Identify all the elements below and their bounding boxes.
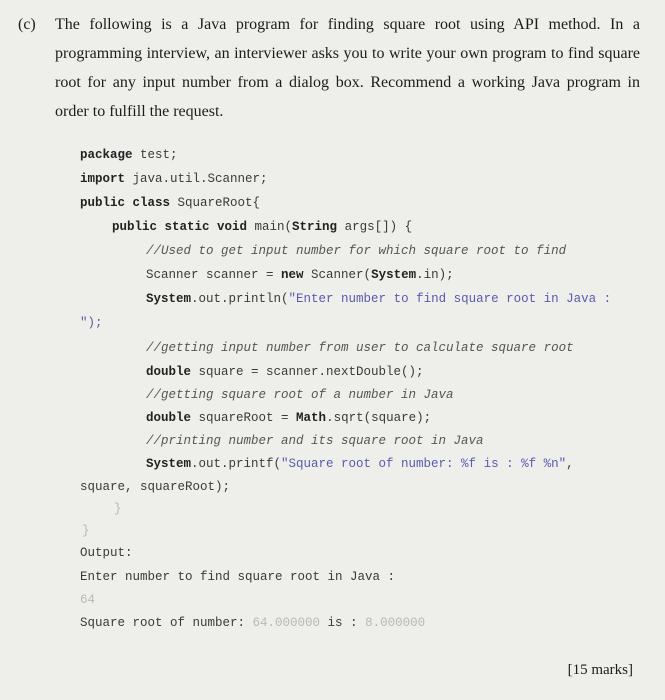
code-comment-3: //getting square root of a number in Java bbox=[146, 388, 454, 402]
code-line-println-end: "); bbox=[80, 316, 103, 330]
code-comment-1: //Used to get input number for which square root to find bbox=[146, 244, 567, 258]
code-line-scanner: Scanner scanner = new Scanner(System.in); bbox=[146, 268, 454, 282]
code-line-sqrt: double squareRoot = Math.sqrt(square); bbox=[146, 411, 432, 425]
code-line-printf-args: square, squareRoot); bbox=[80, 480, 231, 494]
output-result: Square root of number: 64.000000 is : 8.000000 bbox=[80, 616, 426, 630]
question-text: The following is a Java program for finding square root using API method. In a programming interview, an interviewer asks you to write your own program to find square root for any input number from a dialog box. Recommend a working Java program in order to fulfill the request. bbox=[55, 16, 640, 120]
code-line-square: double square = scanner.nextDouble(); bbox=[146, 365, 424, 379]
code-brace-method: } bbox=[114, 502, 122, 516]
marks-label: [15 marks] bbox=[567, 662, 633, 678]
code-line-class: public class SquareRoot{ bbox=[80, 196, 261, 210]
code-comment-2: //getting input number from user to calculate square root bbox=[146, 341, 574, 355]
code-comment-4: //printing number and its square root in Java bbox=[146, 434, 484, 448]
output-heading: Output: bbox=[80, 546, 133, 560]
code-line-main: public static void main(String args[]) { bbox=[112, 220, 413, 234]
code-line-println: System.out.println("Enter number to find square root in Java : bbox=[146, 292, 612, 306]
output-prompt: Enter number to find square root in Java : bbox=[80, 570, 396, 584]
question-label: (c) bbox=[18, 16, 36, 33]
code-line-printf: System.out.printf("Square root of number: %f is : %f %n", bbox=[146, 457, 574, 471]
code-line-import: import java.util.Scanner; bbox=[80, 172, 268, 186]
code-brace-class: } bbox=[82, 524, 90, 538]
code-line-package: package test; bbox=[80, 148, 178, 162]
output-input: 64 bbox=[80, 593, 96, 607]
